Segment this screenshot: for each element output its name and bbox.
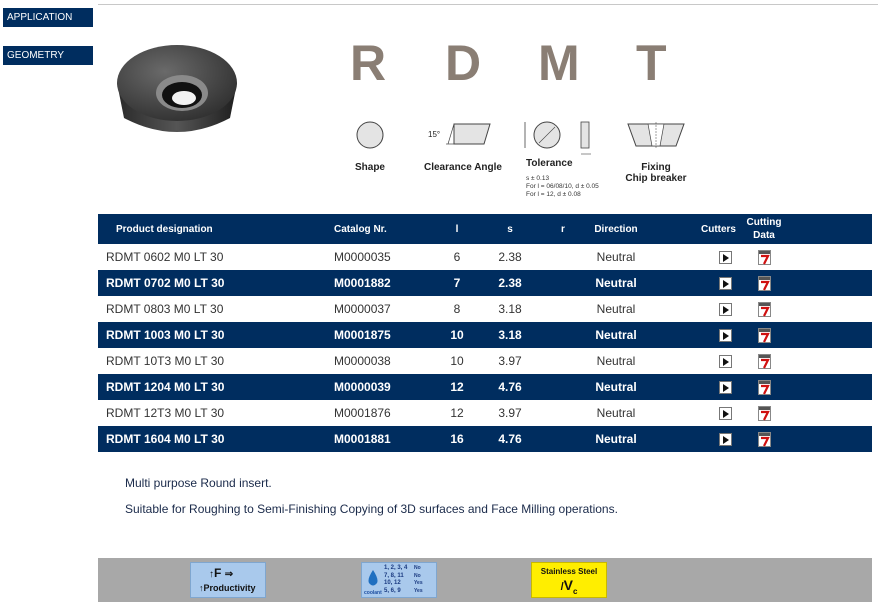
cutters-play-icon[interactable]	[719, 355, 732, 368]
letter-r: R	[350, 35, 387, 91]
tolerance-notes	[526, 175, 599, 199]
header-l: l	[434, 214, 480, 244]
header-r: r	[540, 214, 586, 244]
tolerance-note-s: s ± 0.13	[526, 175, 550, 182]
cell-l: 12	[434, 374, 480, 400]
cell-r	[540, 400, 586, 426]
header-designation: Product designation	[98, 214, 322, 244]
cell-s: 3.18	[480, 296, 540, 322]
cutting-data-icon[interactable]	[758, 250, 771, 265]
table-row	[98, 322, 872, 348]
cell-cutters	[646, 348, 744, 374]
cell-catalog: M0001881	[322, 426, 434, 452]
clearance-feature	[420, 120, 506, 173]
table-row	[98, 374, 872, 400]
cell-cutting-data	[744, 348, 784, 374]
tolerance-icon	[521, 118, 595, 160]
stainless-steel-badge	[531, 562, 607, 598]
cell-r	[540, 322, 586, 348]
cell-direction: Neutral	[586, 426, 646, 452]
cell-direction: Neutral	[586, 296, 646, 322]
cell-cutters	[646, 296, 744, 322]
cell-designation: RDMT 1604 M0 LT 30	[98, 426, 322, 452]
cell-direction: Neutral	[586, 400, 646, 426]
cell-s: 4.76	[480, 426, 540, 452]
cell-designation: RDMT 10T3 M0 LT 30	[98, 348, 322, 374]
cell-cutters	[646, 270, 744, 296]
product-table	[98, 214, 872, 452]
cutting-data-icon[interactable]	[758, 354, 771, 369]
tolerance-label: Tolerance	[526, 158, 573, 169]
cell-spacer	[784, 374, 872, 400]
cell-catalog: M0000037	[322, 296, 434, 322]
cell-cutters	[646, 322, 744, 348]
productivity-f: ↑F ⇒	[209, 566, 234, 580]
top-divider	[98, 4, 878, 5]
cutters-play-icon[interactable]	[719, 303, 732, 316]
cell-designation: RDMT 1204 M0 LT 30	[98, 374, 322, 400]
coolant-label: coolant	[364, 590, 382, 596]
cutters-play-icon[interactable]	[719, 381, 732, 394]
letter-m: M	[538, 35, 580, 91]
cell-spacer	[784, 322, 872, 348]
tolerance-note-d2: For l = 12, d ± 0.08	[526, 191, 581, 198]
cell-direction: Neutral	[586, 270, 646, 296]
bottom-badge-bar	[98, 558, 872, 602]
cell-designation: RDMT 0702 M0 LT 30	[98, 270, 322, 296]
productivity-label: ↑Productivity	[199, 583, 256, 593]
up-arrow-icon: ↑	[209, 569, 214, 580]
cell-cutters	[646, 426, 744, 452]
geometry-tab[interactable]: GEOMETRY	[3, 46, 93, 65]
description-line-2: Suitable for Roughing to Semi-Finishing Copying of 3D surfaces and Face Milling operations.	[125, 502, 618, 516]
cell-catalog: M0001875	[322, 322, 434, 348]
cell-l: 6	[434, 244, 480, 270]
cell-direction: Neutral	[586, 348, 646, 374]
table-row	[98, 426, 872, 452]
table-row	[98, 400, 872, 426]
cell-designation: RDMT 0602 M0 LT 30	[98, 244, 322, 270]
cell-direction: Neutral	[586, 322, 646, 348]
header-spacer	[784, 214, 872, 244]
cell-l: 12	[434, 400, 480, 426]
cell-spacer	[784, 348, 872, 374]
cell-catalog: M0000035	[322, 244, 434, 270]
productivity-badge	[190, 562, 266, 598]
tolerance-note-d1: For l = 06/08/10, d ± 0.05	[526, 183, 599, 190]
cutters-play-icon[interactable]	[719, 433, 732, 446]
header-cutting-line2: Data	[753, 230, 775, 241]
cutters-play-icon[interactable]	[719, 407, 732, 420]
table-row	[98, 270, 872, 296]
cell-r	[540, 426, 586, 452]
letter-t: T	[636, 35, 667, 91]
coolant-row: 7, 8, 11 No	[384, 572, 421, 579]
cell-l: 8	[434, 296, 480, 322]
fixing-chipbreaker-icon	[626, 120, 686, 150]
cell-l: 10	[434, 348, 480, 374]
cell-designation: RDMT 12T3 M0 LT 30	[98, 400, 322, 426]
small-up-arrow-icon: ↑	[199, 583, 204, 593]
header-direction: Direction	[586, 214, 646, 244]
coolant-row: 5, 6, 9 Yes	[384, 587, 423, 594]
insert-image	[112, 38, 242, 143]
cell-cutting-data	[744, 244, 784, 270]
cell-cutting-data	[744, 400, 784, 426]
cell-r	[540, 296, 586, 322]
cell-s: 3.97	[480, 400, 540, 426]
cell-catalog: M0000038	[322, 348, 434, 374]
cell-r	[540, 270, 586, 296]
cell-direction: Neutral	[586, 244, 646, 270]
cell-catalog: M0000039	[322, 374, 434, 400]
cell-spacer	[784, 270, 872, 296]
header-catalog: Catalog Nr.	[322, 214, 434, 244]
application-tab[interactable]: APPLICATION	[3, 8, 93, 27]
tolerance-feature	[518, 118, 598, 171]
cell-designation: RDMT 0803 M0 LT 30	[98, 296, 322, 322]
cutters-play-icon[interactable]	[719, 277, 732, 290]
cell-cutters	[646, 244, 744, 270]
cell-cutting-data	[744, 374, 784, 400]
cell-spacer	[784, 296, 872, 322]
cell-s: 2.38	[480, 270, 540, 296]
right-arrow-icon: ⇒	[224, 569, 234, 580]
cell-cutting-data	[744, 426, 784, 452]
cell-r	[540, 374, 586, 400]
cutting-data-icon[interactable]	[758, 302, 771, 317]
clearance-label: Clearance Angle	[424, 162, 502, 173]
cell-r	[540, 348, 586, 374]
cell-s: 3.97	[480, 348, 540, 374]
cutters-play-icon[interactable]	[719, 329, 732, 342]
cutting-data-icon[interactable]	[758, 432, 771, 447]
cell-direction: Neutral	[586, 374, 646, 400]
water-drop-icon	[367, 569, 379, 587]
chip-breaker-label: Chip breaker	[625, 173, 687, 184]
cell-s: 4.76	[480, 374, 540, 400]
cutting-data-icon[interactable]	[758, 276, 771, 291]
header-cutters: Cutters	[646, 214, 744, 244]
cell-designation: RDMT 1003 M0 LT 30	[98, 322, 322, 348]
cell-s: 2.38	[480, 244, 540, 270]
header-cutting-line1: Cutting	[746, 217, 782, 228]
cell-catalog: M0001876	[322, 400, 434, 426]
table-header-row	[98, 214, 872, 244]
coolant-badge	[361, 562, 437, 598]
coolant-row: 10, 12 Yes	[384, 580, 423, 586]
shape-label: Shape	[354, 162, 385, 173]
cell-spacer	[784, 244, 872, 270]
header-cutting-data	[744, 214, 784, 244]
clearance-angle-value: 15°	[428, 130, 441, 139]
coolant-table	[384, 565, 423, 595]
coolant-row: 1, 2, 3, 4 No	[384, 565, 421, 571]
cutters-play-icon[interactable]	[719, 251, 732, 264]
cell-catalog: M0001882	[322, 270, 434, 296]
cell-cutting-data	[744, 296, 784, 322]
cell-spacer	[784, 426, 872, 452]
circle-shape-icon	[355, 120, 385, 150]
vc-arrow-icon: /	[560, 581, 564, 593]
table-row	[98, 244, 872, 270]
vc-symbol: $/V_c$	[560, 577, 578, 596]
table-row	[98, 296, 872, 322]
cell-l: 7	[434, 270, 480, 296]
fixing-feature	[618, 120, 694, 184]
fixing-label: Fixing	[641, 162, 671, 173]
letter-d: D	[445, 35, 482, 91]
table-row	[98, 348, 872, 374]
cell-cutters	[646, 400, 744, 426]
cell-cutting-data	[744, 270, 784, 296]
cell-cutting-data	[744, 322, 784, 348]
cell-r	[540, 244, 586, 270]
cell-spacer	[784, 400, 872, 426]
shape-feature	[345, 120, 395, 173]
header-s: s	[480, 214, 540, 244]
description-line-1: Multi purpose Round insert.	[125, 476, 272, 490]
cutting-data-icon[interactable]	[758, 328, 771, 343]
cell-cutters	[646, 374, 744, 400]
cell-l: 16	[434, 426, 480, 452]
cutting-data-icon[interactable]	[758, 380, 771, 395]
cell-s: 3.18	[480, 322, 540, 348]
cell-l: 10	[434, 322, 480, 348]
cutting-data-icon[interactable]	[758, 406, 771, 421]
stainless-steel-label: Stainless Steel	[540, 567, 598, 576]
